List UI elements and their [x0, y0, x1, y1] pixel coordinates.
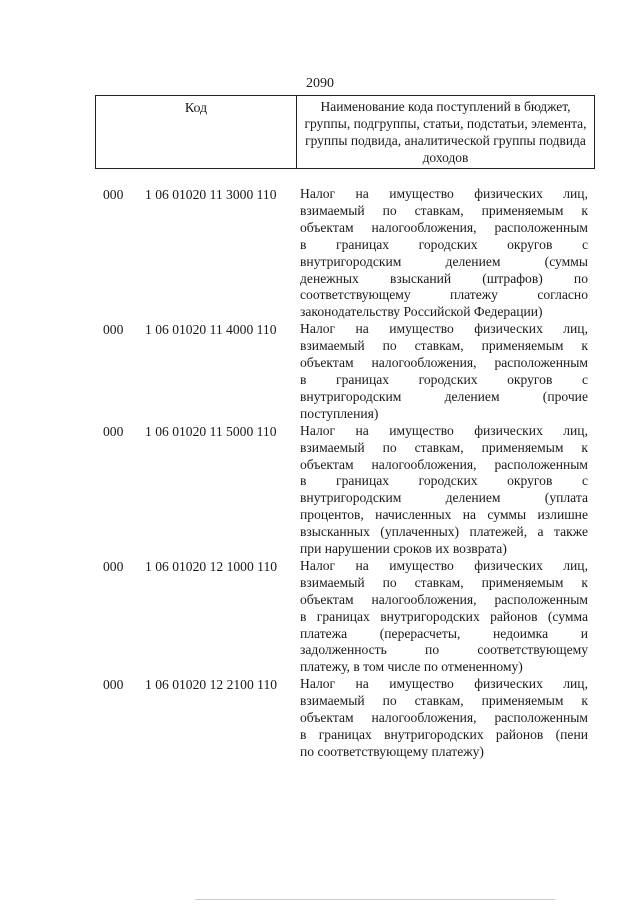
- description-line: Налог на имущество физических лиц,: [300, 676, 588, 692]
- description-line: взимаемый по ставкам, применяемым к: [300, 439, 588, 455]
- description-line: в границах внутригородских районов (пени: [300, 727, 588, 742]
- page-number: 2090: [306, 76, 334, 91]
- description-line: в границах городских округов с: [300, 371, 588, 387]
- description-line: в границах городских округов с: [300, 473, 588, 489]
- description-line: внутригородским делением (прочие: [300, 388, 588, 404]
- description-line: законодательству Российской Федерации): [300, 304, 543, 320]
- income-codes-list: [0, 186, 640, 761]
- description-line: объектам налогообложения, расположенным: [300, 591, 588, 607]
- revenue-description: [300, 423, 588, 558]
- revenue-code: 1 06 01020 12 1000 110: [145, 558, 278, 574]
- table-header: [95, 95, 595, 169]
- column-header-name: Наименование кода поступлений в бюджет, группы, подгруппы, статьи, подстатьи, элемента, группы подвида, аналитической группы подвида доходов: [304, 99, 587, 165]
- description-line: по соответствующему платежу): [300, 743, 484, 759]
- admin-code: 000: [103, 558, 124, 574]
- description-line: платежа (перерасчеты, недоимка и: [300, 625, 588, 641]
- table-row: [0, 676, 640, 761]
- description-line: объектам налогообложения, расположенным: [300, 219, 588, 235]
- description-line: взимаемый по ставкам, применяемым к: [300, 693, 588, 709]
- description-line: Налог на имущество физических лиц,: [300, 422, 588, 438]
- description-line: платежу, в том числе по отмененному): [300, 659, 523, 675]
- description-line: соответствующему платежу согласно: [300, 287, 588, 303]
- column-header-code: Код: [96, 96, 297, 168]
- description-line: в границах городских округов с: [300, 236, 588, 252]
- description-line: объектам налогообложения, расположенным: [300, 355, 588, 371]
- description-line: денежных взысканий (штрафов) по: [300, 270, 588, 286]
- table-row: [0, 423, 640, 558]
- revenue-code: 1 06 01020 11 5000 110: [145, 423, 277, 439]
- description-line: взысканных (уплаченных) платежей, а также: [300, 524, 588, 540]
- description-line: взимаемый по ставкам, применяемым к: [300, 202, 588, 218]
- description-line: задолженность по соответствующему: [300, 642, 588, 658]
- admin-code: 000: [103, 322, 124, 338]
- description-line: Налог на имущество физических лиц,: [300, 557, 588, 573]
- description-line: Налог на имущество физических лиц,: [300, 186, 588, 201]
- table-row: [0, 321, 640, 422]
- description-line: внутригородским делением (уплата: [300, 490, 588, 506]
- table-row: [0, 558, 640, 676]
- revenue-code: 1 06 01020 11 4000 110: [145, 322, 277, 338]
- admin-code: 000: [103, 423, 124, 439]
- revenue-code: 1 06 01020 12 2100 110: [145, 677, 278, 693]
- description-line: внутригородским делением (суммы: [300, 253, 588, 269]
- revenue-description: [300, 676, 588, 761]
- description-line: объектам налогообложения, расположенным: [300, 710, 588, 726]
- description-line: Налог на имущество физических лиц,: [300, 321, 588, 337]
- description-line: взимаемый по ставкам, применяемым к: [300, 574, 588, 590]
- description-line: при нарушении сроков их возврата): [300, 541, 507, 557]
- description-line: в границах внутригородских районов (сумма: [300, 608, 588, 624]
- revenue-description: [300, 321, 588, 422]
- revenue-description: [300, 558, 588, 676]
- description-line: объектам налогообложения, расположенным: [300, 456, 588, 472]
- description-line: процентов, начисленных на суммы излишне: [300, 507, 588, 523]
- scan-edge-divider: [195, 899, 555, 900]
- admin-code: 000: [103, 677, 124, 693]
- description-line: взимаемый по ставкам, применяемым к: [300, 338, 588, 354]
- revenue-code: 1 06 01020 11 3000 110: [145, 187, 277, 202]
- table-row: [0, 186, 640, 321]
- description-line: поступления): [300, 405, 379, 421]
- admin-code: 000: [103, 187, 124, 202]
- revenue-description: [300, 186, 588, 321]
